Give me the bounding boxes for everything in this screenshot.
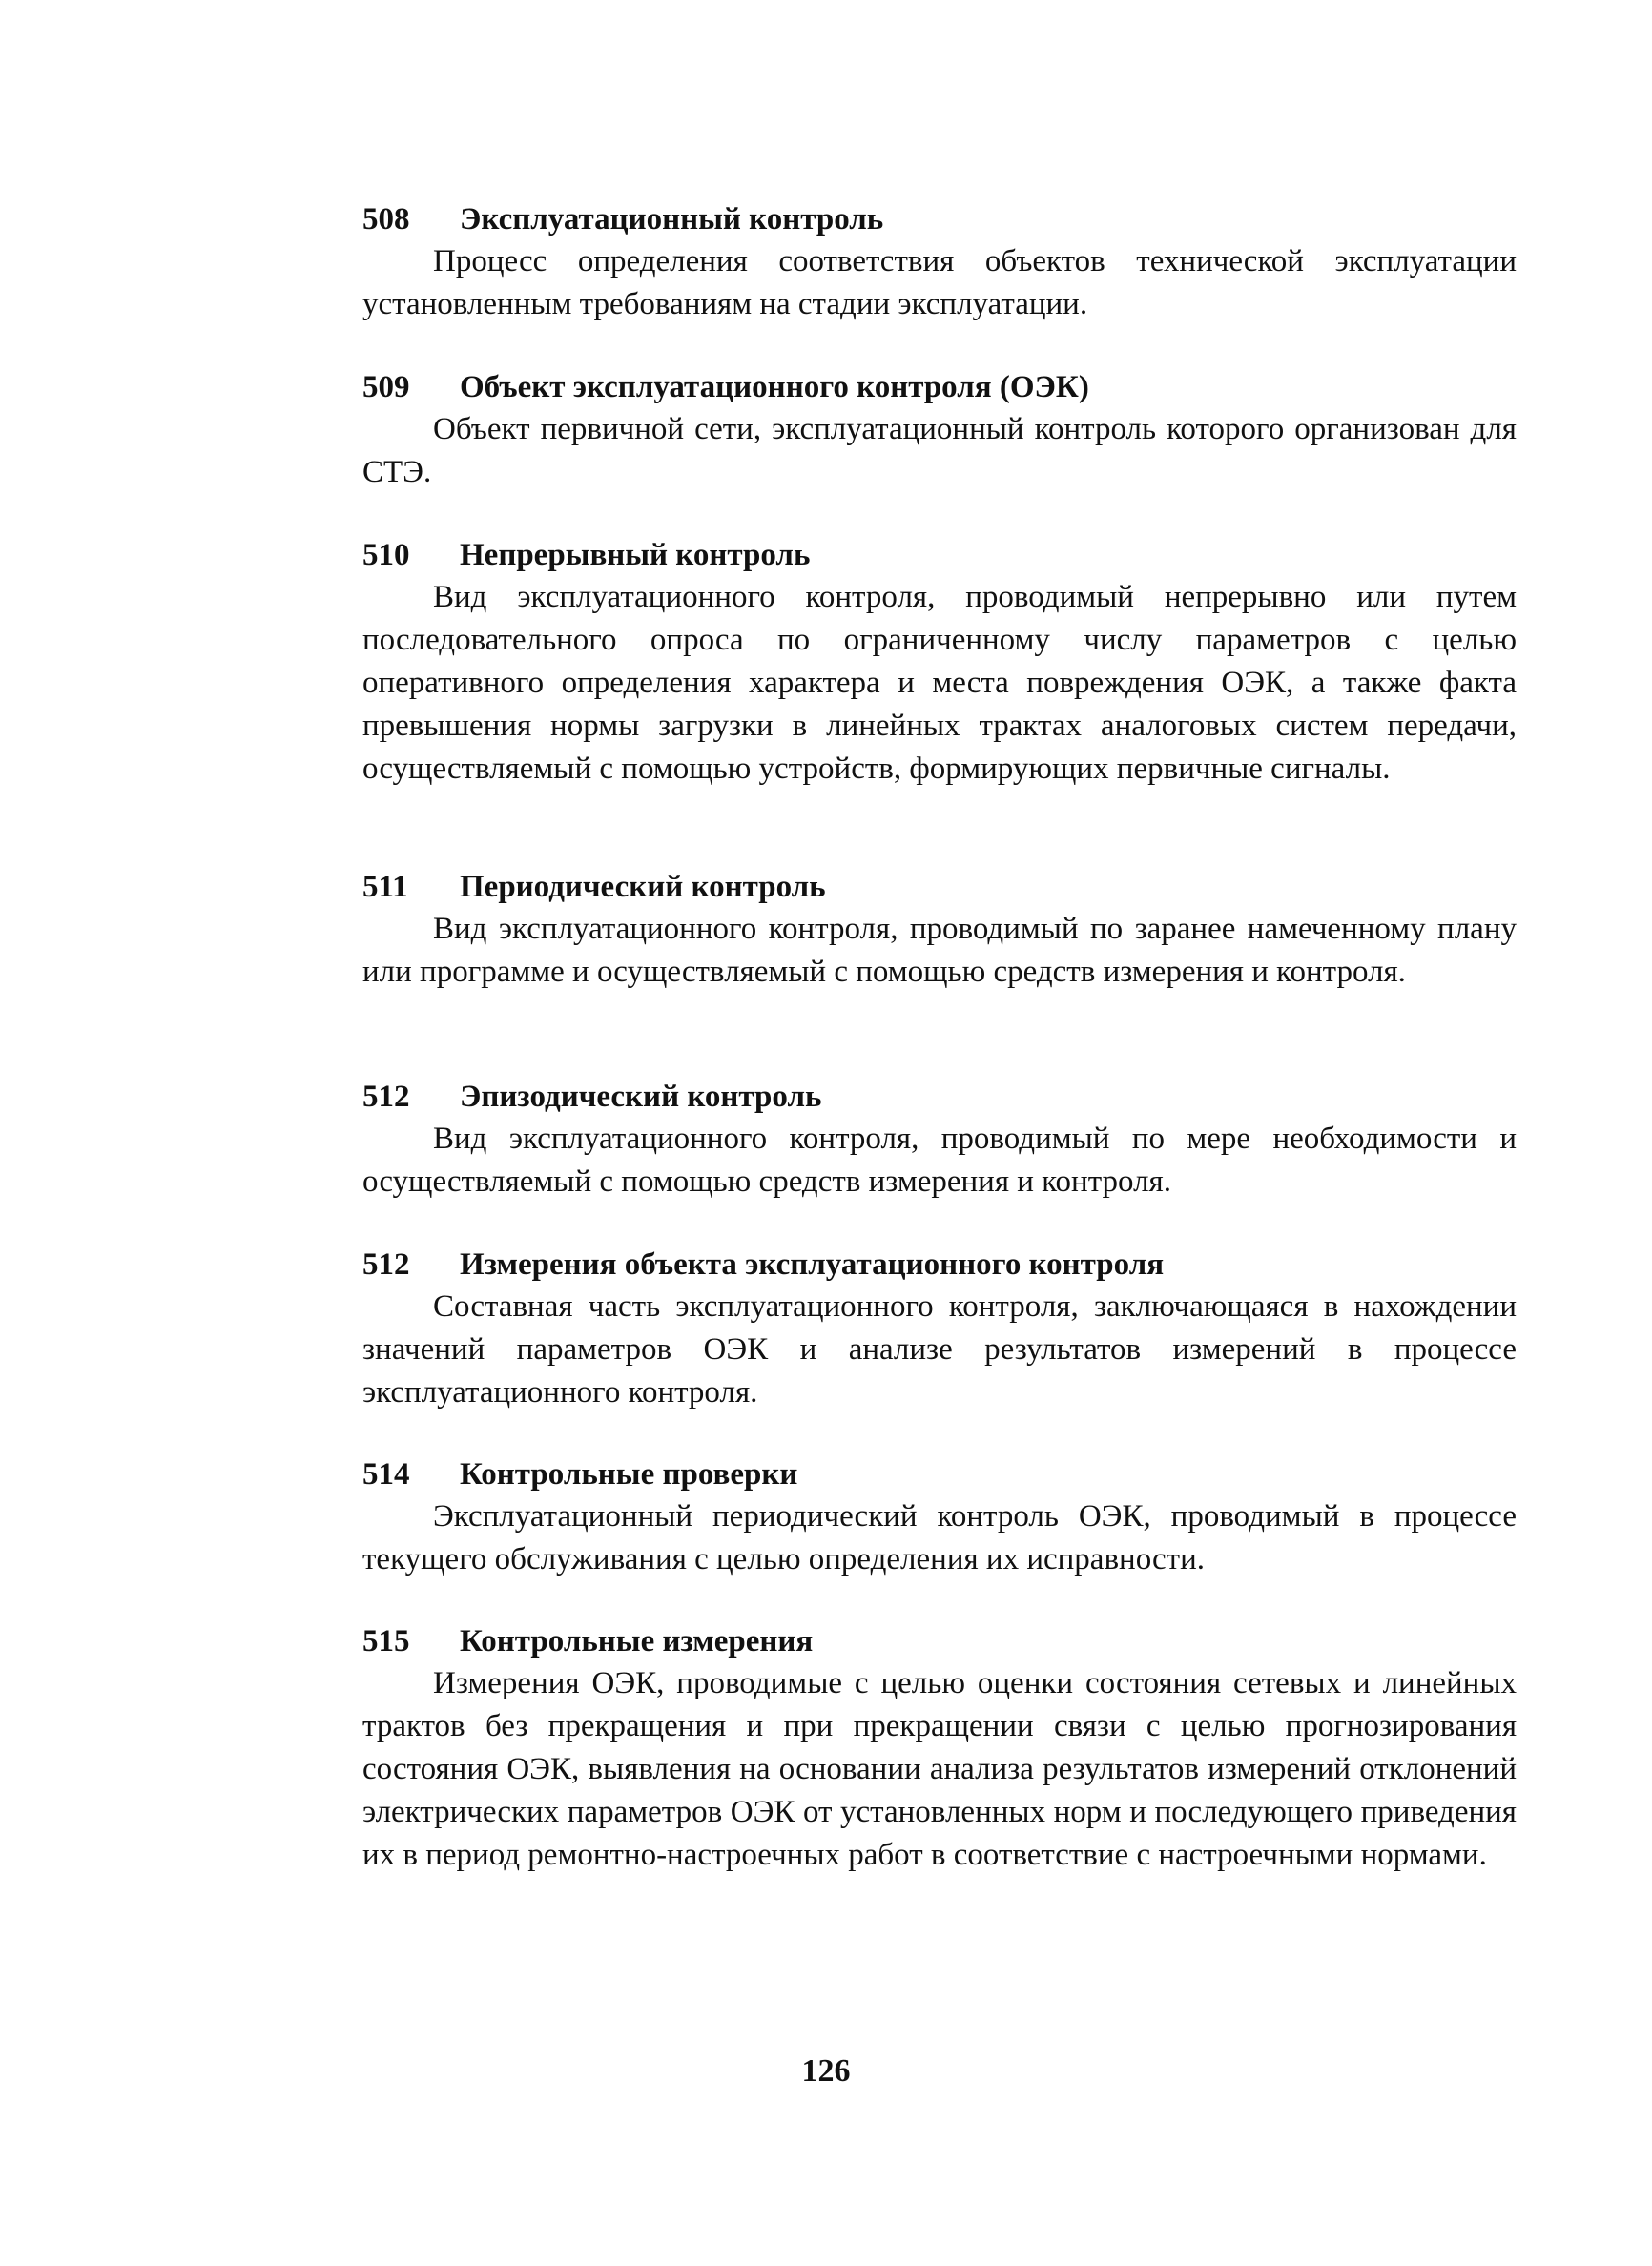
term-number: 515 [362, 1624, 410, 1658]
term-title: Эпизодический контроль [460, 1080, 822, 1114]
term-number: 510 [362, 538, 410, 572]
term-title: Непрерывный контроль [460, 538, 811, 572]
term-definition: Вид эксплуатационного контроля, проводимый по заранее намеченному плану или программе и осуществляемый с помощью средств измерения и контроля. [362, 912, 1517, 989]
term-title: Объект эксплуатационного контроля (ОЭК) [460, 370, 1089, 404]
page-number: 126 [801, 2053, 851, 2089]
term-entry-511 [362, 866, 1517, 994]
term-heading [362, 366, 1517, 408]
term-title: Эксплуатационный контроль [460, 202, 884, 237]
term-heading [362, 866, 1517, 908]
term-heading [362, 1244, 1517, 1286]
term-entry-512-episodic [362, 1076, 1517, 1204]
term-number: 509 [362, 370, 410, 404]
term-number: 511 [362, 870, 408, 904]
term-heading [362, 534, 1517, 576]
term-heading [362, 1076, 1517, 1118]
term-title: Контрольные проверки [460, 1457, 798, 1492]
term-heading [362, 1453, 1517, 1495]
term-title: Периодический контроль [460, 870, 826, 904]
term-definition: Эксплуатационный периодический контроль ОЭК, проводимый в процессе текущего обслуживания с целью определения их исправности. [362, 1499, 1517, 1576]
term-definition: Процесс определения соответствия объектов технической эксплуатации установленным требованиям на стадии эксплуатации. [362, 244, 1517, 321]
term-entry-510 [362, 534, 1517, 791]
term-definition: Объект первичной сети, эксплуатационный контроль которого организован для СТЭ. [362, 412, 1517, 489]
term-number: 512 [362, 1080, 410, 1114]
term-title: Контрольные измерения [460, 1624, 814, 1658]
term-definition: Вид эксплуатационного контроля, проводимый по мере необходимости и осуществляемый с помощью средств измерения и контроля. [362, 1122, 1517, 1199]
term-definition: Составная часть эксплуатационного контроля, заключающаяся в нахождении значений параметров ОЭК и анализе результатов измерений в процессе эксплуатационного контроля. [362, 1289, 1517, 1410]
term-entry-512-measurements [362, 1244, 1517, 1414]
term-heading [362, 1620, 1517, 1662]
term-definition: Вид эксплуатационного контроля, проводимый непрерывно или путем последовательного опроса по ограниченному числу параметров с целью оперативного определения характера и места повреждения ОЭК, а также факта превышения нормы загрузки в линейных трактах аналоговых систем передачи, осуществляемый с помощью устройств, формирующих первичные сигналы. [362, 580, 1517, 786]
term-entry-515 [362, 1620, 1517, 1877]
term-entry-514 [362, 1453, 1517, 1581]
term-entry-509 [362, 366, 1517, 494]
term-entry-508 [362, 198, 1517, 326]
term-definition: Измерения ОЭК, проводимые с целью оценки состояния сетевых и линейных трактов без прекращения и при прекращении связи с целью прогнозирования состояния ОЭК, выявления на основании анализа результатов измерений отклонений электрических параметров ОЭК от установленных норм и последующего приведения их в период ремонтно-настроечных работ в соответствие с настроечными нормами. [362, 1666, 1517, 1872]
term-number: 508 [362, 202, 410, 237]
term-title: Измерения объекта эксплуатационного контроля [460, 1247, 1165, 1282]
term-heading [362, 198, 1517, 240]
term-number: 512 [362, 1247, 410, 1282]
term-number: 514 [362, 1457, 410, 1492]
